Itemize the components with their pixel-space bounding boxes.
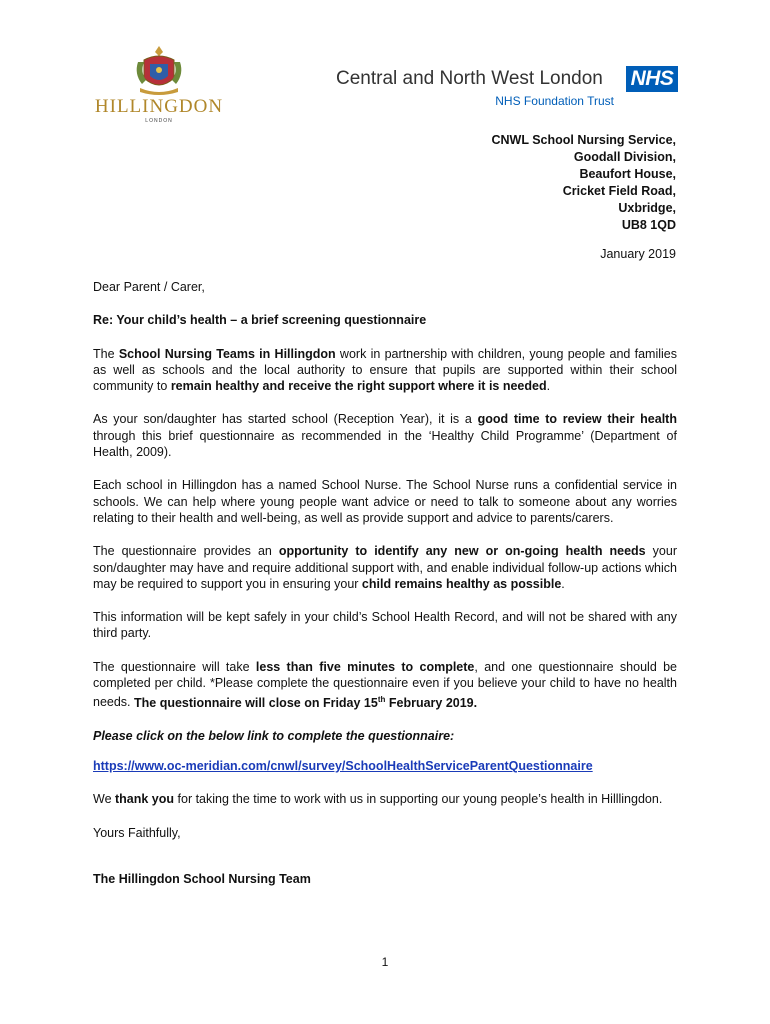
text-run: The questionnaire will close on Friday 15 (134, 695, 378, 710)
bold-text: School Nursing Teams in Hillingdon (118, 346, 336, 361)
text-run: , and one questionnaire should be completed per child. *Please complete the questionnaire even if you believe your child to have no health needs. (93, 659, 678, 710)
council-subtitle: LONDON (145, 118, 173, 124)
paragraph-opportunity (93, 543, 677, 592)
subject-line (93, 312, 677, 328)
nhs-badge: NHS (626, 66, 678, 92)
instruction (93, 728, 677, 744)
paragraph-intro (93, 346, 677, 395)
sender-address (491, 132, 676, 234)
trust-name: Central and North West London (336, 68, 603, 89)
subject-text: Re: Your child’s health – a brief screening questionnaire (93, 313, 427, 328)
survey-link[interactable]: https://www.oc-meridian.com/cnwl/survey/SchoolHealthServiceParentQuestionnaire (93, 759, 593, 774)
paragraph-privacy: This information will be kept safely in your child’s School Health Record, and will not be shared with any third party. (93, 610, 677, 641)
survey-link-line (93, 758, 677, 774)
closing-date (134, 696, 477, 710)
paragraph-duration (93, 659, 677, 711)
trust-subtitle: NHS Foundation Trust (495, 94, 614, 108)
text-run: The questionnaire will take (93, 659, 256, 674)
closing: Yours Faithfully, (93, 825, 181, 840)
page-number: 1 (381, 955, 389, 969)
bold-text: good time to review their health (477, 412, 677, 427)
text-run: As your son/daughter has started school (Reception Year), it is a (93, 412, 478, 427)
coat-of-arms-icon (132, 44, 186, 98)
cnwl-nhs-logo (336, 66, 678, 112)
bold-text: opportunity to identify any new or on-going health needs (278, 544, 646, 559)
paragraph-thanks (93, 791, 677, 807)
salutation: Dear Parent / Carer, (93, 280, 205, 294)
paragraph-review (93, 411, 677, 460)
address-line: CNWL School Nursing Service, (491, 133, 676, 147)
address-line: Beaufort House, (579, 167, 676, 181)
signature (93, 871, 677, 887)
council-name: HILLINGDON (94, 96, 224, 117)
text-run: . (561, 576, 565, 591)
text-run: . (546, 379, 551, 394)
paragraph-school-nurse: Each school in Hillingdon has a named School Nurse. The School Nurse runs a confidential service in schools. We can help where young people want advice or need to talk to someone about any worries relating to their health and well-being, as well as provide support and advice to parents/carers. (93, 478, 677, 525)
bold-text: remain healthy and receive the right support where it is needed (170, 379, 547, 394)
address-line: UB8 1QD (621, 218, 676, 232)
bold-text: child remains healthy as possible (361, 576, 562, 591)
text-run: The (93, 346, 119, 361)
letter-date: January 2019 (600, 247, 676, 261)
ordinal-suffix: th (377, 694, 386, 704)
address-line: Uxbridge, (618, 201, 676, 215)
letter-body (93, 279, 677, 904)
signature-text: The Hillingdon School Nursing Team (93, 871, 311, 886)
bold-text: thank you (115, 792, 175, 807)
address-line: Goodall Division, (573, 150, 676, 164)
instruction-text: Please click on the below link to complete the questionnaire: (93, 728, 455, 743)
text-run: February 2019. (385, 695, 478, 710)
text-run: through this brief questionnaire as recommended in the ‘Healthy Child Programme’ (Department of Health, 2009). (93, 428, 677, 460)
text-run: The questionnaire provides an (93, 544, 279, 559)
text-run: work in partnership with children, young people and families as well as schools and the local authority to ensure that pupils are supported within their school community to (93, 346, 677, 394)
text-run: We (93, 792, 115, 807)
address-line: Cricket Field Road, (562, 184, 676, 198)
text-run: your son/daughter may have and require additional support with, and enable individual follow-up actions which may be required to support you in ensuring your (93, 544, 677, 591)
text-run: for taking the time to work with us in supporting our young people’s health in Hilllingdon. (174, 792, 663, 807)
bold-text: less than five minutes to complete (255, 659, 475, 674)
hillingdon-logo (86, 44, 232, 128)
